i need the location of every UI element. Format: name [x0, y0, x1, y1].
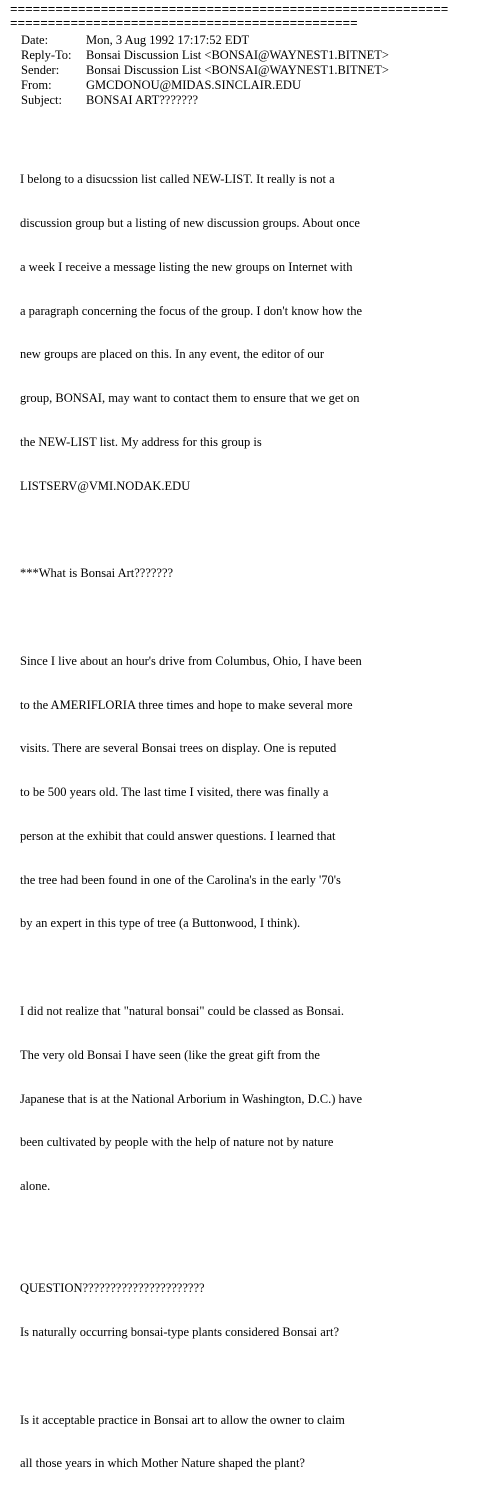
body-line: all those years in which Mother Nature shaped the plant? [20, 1456, 305, 1471]
header-label: From: [21, 78, 52, 92]
body-line: to the AMERIFLORIA three times and hope to make several more [20, 697, 353, 712]
body-line: Is naturally occurring bonsai-type plants considered Bonsai art? [20, 1325, 340, 1340]
body-line: new groups are placed on this. In any event, the editor of our [20, 347, 325, 362]
body-line: The very old Bonsai I have seen (like the great gift from the [20, 1047, 320, 1062]
body-line: visits. There are several Bonsai trees on display. One is reputed [20, 741, 337, 756]
body-line: to be 500 years old. The last time I visited, there was finally a [20, 785, 329, 800]
header-label: Subject: [21, 93, 62, 107]
separator-rule: ============================================== [10, 17, 358, 31]
paragraph-question [20, 1252, 490, 1369]
header-label: Reply-To: [21, 48, 72, 62]
body-line: LISTSERV@VMI.NODAK.EDU [20, 478, 191, 493]
separator-rule: ========================================================== [10, 3, 449, 17]
body-line: a paragraph concerning the focus of the group. I don't know how the [20, 303, 363, 318]
body-line: discussion group but a listing of new discussion groups. About once [20, 215, 360, 230]
body-line: Is it acceptable practice in Bonsai art to allow the owner to claim [20, 1412, 345, 1427]
paragraph-heading [20, 537, 490, 610]
header-label: Date: [21, 33, 49, 47]
paragraph-question-2 [20, 1383, 490, 1500]
paragraph-newlist [20, 143, 490, 522]
email-body [20, 143, 490, 1500]
body-line: a week I receive a message listing the new groups on Internet with [20, 259, 353, 274]
header-value: Mon, 3 Aug 1992 17:17:52 EDT [86, 33, 250, 47]
body-line: I did not realize that "natural bonsai" could be classed as Bonsai. [20, 1004, 344, 1019]
paragraph-ameriflora [20, 625, 490, 961]
header-value: Bonsai Discussion List <BONSAI@WAYNEST1.BITNET> [86, 48, 389, 62]
body-line: the tree had been found in one of the Carolina's in the early '70's [20, 872, 341, 887]
body-line: been cultivated by people with the help of nature not by nature [20, 1135, 334, 1150]
header-label: Sender: [21, 63, 60, 77]
body-line: the NEW-LIST list. My address for this group is [20, 434, 262, 449]
header-value: BONSAI ART??????? [86, 93, 199, 107]
body-line: ***What is Bonsai Art??????? [20, 566, 174, 581]
body-line: person at the exhibit that could answer questions. I learned that [20, 828, 336, 843]
header-value: GMCDONOU@MIDAS.SINCLAIR.EDU [86, 78, 301, 92]
paragraph-natural-bonsai [20, 975, 490, 1223]
body-line: Japanese that is at the National Arborium in Washington, D.C.) have [20, 1091, 363, 1106]
header-value: Bonsai Discussion List <BONSAI@WAYNEST1.BITNET> [86, 63, 389, 77]
body-line: Since I live about an hour's drive from Columbus, Ohio, I have been [20, 653, 362, 668]
body-line: QUESTION?????????????????????? [20, 1281, 205, 1296]
body-line: group, BONSAI, may want to contact them to ensure that we get on [20, 391, 360, 406]
body-line: I belong to a disucssion list called NEW-LIST. It really is not a [20, 172, 335, 187]
body-line: by an expert in this type of tree (a Buttonwood, I think). [20, 916, 301, 931]
body-line: alone. [20, 1179, 51, 1194]
